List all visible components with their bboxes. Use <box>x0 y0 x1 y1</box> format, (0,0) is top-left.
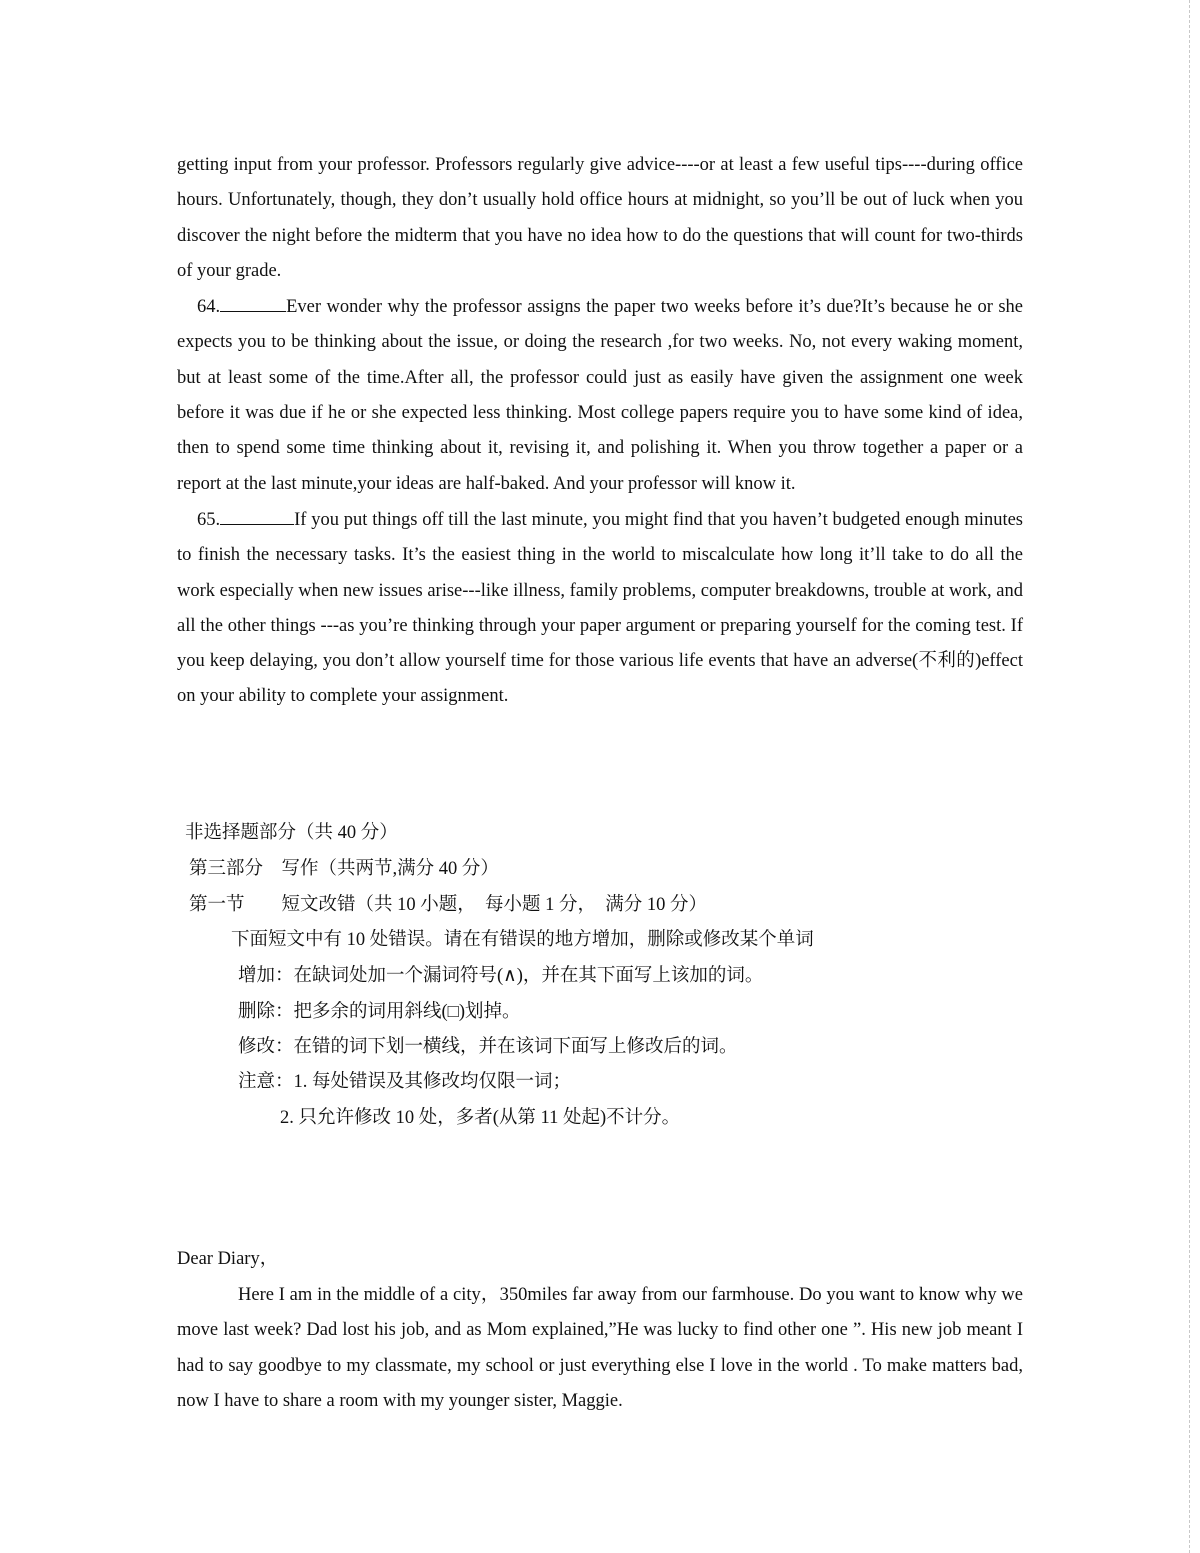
page-edge-line <box>1189 0 1190 1553</box>
subsection-heading: 第一节 短文改错（共 10 小题， 每小题 1 分， 满分 10 分） <box>189 895 708 915</box>
diary-passage <box>177 1242 1023 1420</box>
question-64-paragraph <box>177 289 1023 502</box>
add-rule: 增加：在缺词处加一个漏词符号(∧)，并在其下面写上该加的词。 <box>238 966 764 986</box>
note-1: 注意：1. 每处错误及其修改均仅限一词； <box>238 1072 572 1092</box>
part-heading: 非选择题部分（共 40 分） <box>185 823 398 843</box>
note-2: 2. 只允许修改 10 处，多者(从第 11 处起)不计分。 <box>280 1108 681 1128</box>
question-65-answer-blank[interactable] <box>220 502 294 525</box>
passage-paragraph-continued: getting input from your professor. Professors regularly give advice----or at least a few useful tips----during office hours. Unfortunately, though, they don’t usually hold office hours at midnight, so you’ll be out of luck when you discover the night before the midterm that you have no idea how to do the questions that will count for two-thirds of your grade. <box>177 155 1023 281</box>
diary-salutation: Dear Diary， <box>177 1249 279 1269</box>
question-65-paragraph <box>177 502 1023 715</box>
question-65-text: If you put things off till the last minute, you might find that you haven’t budgeted enough minutes to finish the necessary tasks. It’s the easiest thing in the world to miscalculate how long it’ll take to do all the work especially when new issues arise---like illness, family problems, computer breakdowns, trouble at work, and all the other things ---as you’re thinking through your paper argument or preparing yourself for the coming test. If you keep delaying, you don’t allow yourself time for those various life events that have an adverse(不利的)effect on your ability to complete your assignment. <box>177 509 1023 707</box>
reading-passage <box>177 148 1023 715</box>
diary-body: Here I am in the middle of a city，350miles far away from our farmhouse. Do you want to know why we move last week? Dad lost his job, and as Mom explained,”He was lucky to find other one ”. His new job meant I had to say goodbye to my classmate, my school or just everything else I love in the world . To make matters bad, now I have to share a room with my younger sister, Maggie. <box>177 1284 1023 1411</box>
question-65-number: 65. <box>197 509 221 530</box>
section-heading: 第三部分 写作（共两节,满分 40 分） <box>189 859 499 879</box>
modify-rule: 修改：在错的词下划一横线，并在该词下面写上修改后的词。 <box>238 1037 738 1057</box>
question-64-answer-blank[interactable] <box>220 289 286 312</box>
question-64-number: 64. <box>197 297 221 318</box>
question-64-text: Ever wonder why the professor assigns the paper two weeks before it’s due?It’s because he or she expects you to be thinking about the issue, or doing the research ,for two weeks. No, not every waking moment, but at least some of the time.After all, the professor could just as easily have given the assignment one week before it was due if he or she expected less thinking. Most college papers require you to have some kind of idea, then to spend some time thinking about it, revising it, and polishing it. When you throw together a paper or a report at the last minute,your ideas are half-baked. And your professor will know it. <box>177 297 1023 494</box>
instructions-intro: 下面短文中有 10 处错误。请在有错误的地方增加，删除或修改某个单词 <box>231 930 814 950</box>
delete-rule: 删除：把多余的词用斜线(□)划掉。 <box>238 1002 521 1022</box>
